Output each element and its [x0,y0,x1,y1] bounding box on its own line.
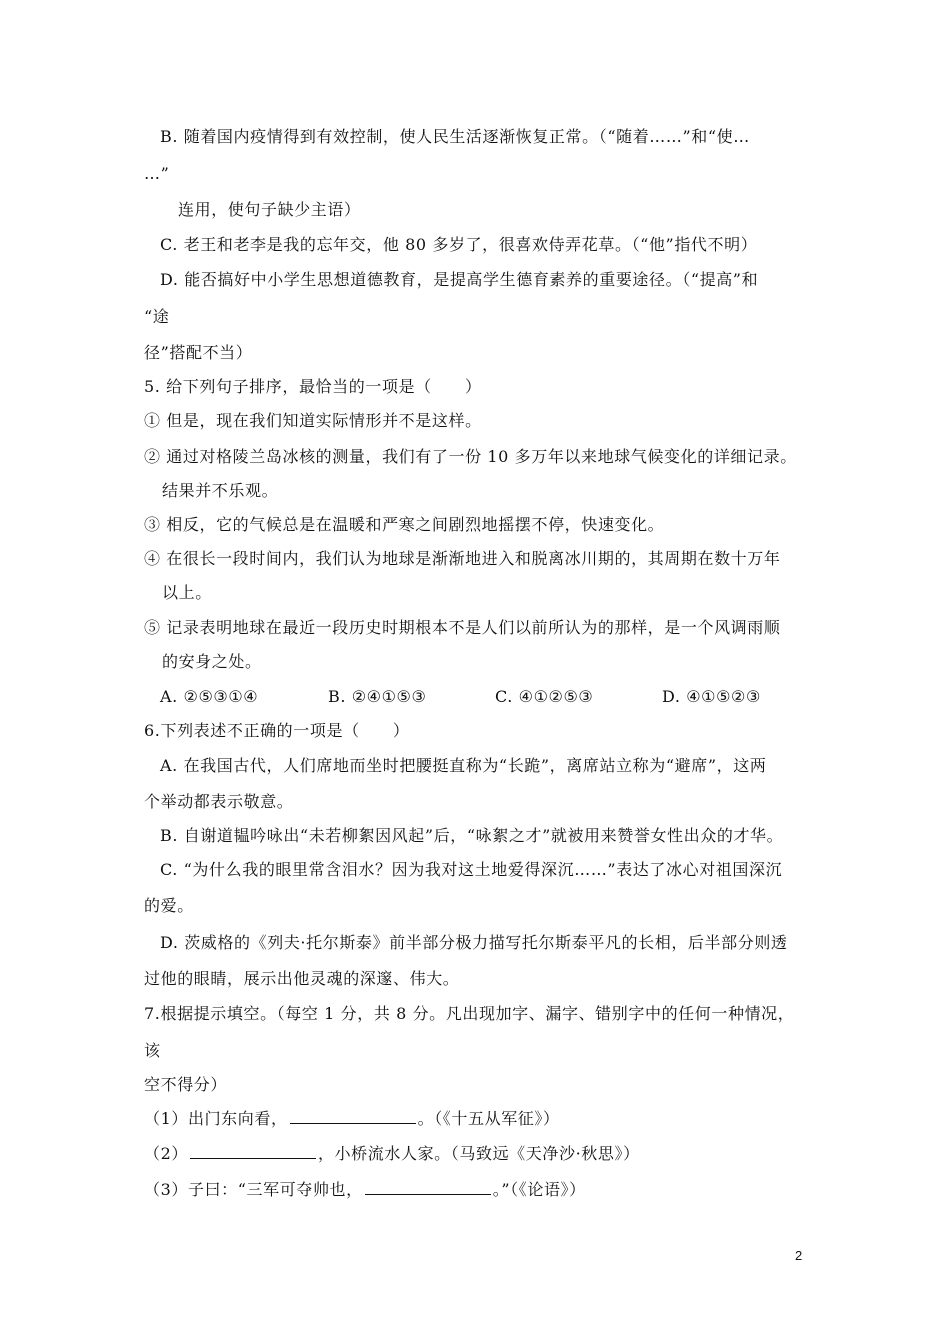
q5-stem: 5. 给下列句子排序，最恰当的一项是（ ） [144,377,482,396]
q7-item-3-blank[interactable] [365,1178,491,1195]
q7-item-3 [144,1178,586,1201]
q6-option-b: B. 自谢道韫吟咏出“未若柳絮因风起”后，“咏絮之才”就被用来赞誉女性出众的才华。 [160,826,784,845]
q5-option-c: C. ④①②⑤③ [495,687,594,706]
q5-option-a: A. ②⑤③①④ [160,687,259,706]
q7-stem-line2: 该 [144,1041,161,1060]
q7-item-1 [144,1107,560,1130]
q7-item-1-blank[interactable] [290,1107,416,1124]
q7-item-1-prefix: （1）出门东向看， [144,1109,288,1128]
page-number: 2 [795,1248,803,1263]
q7-item-2-suffix: ，小桥流水人家。（马致远《天净沙·秋思》） [317,1144,640,1163]
q7-item-3-suffix: 。”（《论语》） [492,1180,586,1199]
q6-option-a-line1: A. 在我国古代，人们席地而坐时把腰挺直称为“长跪”，离席站立称为“避席”，这两 [160,756,767,775]
q7-stem-line1: 7.根据提示填空。（每空 1 分，共 8 分。凡出现加字、漏字、错别字中的任何一种情况， [144,1004,795,1023]
q4-option-b-line3: 连用，使句子缺少主语） [178,200,361,219]
q5-sentence-5-line2: 的安身之处。 [162,652,262,671]
q7-item-2 [144,1142,640,1165]
q7-item-1-suffix: 。（《十五从军征》） [417,1109,560,1128]
q7-item-2-prefix: （2） [144,1144,188,1163]
q4-option-d-line2: “途 [144,307,170,326]
q6-stem: 6.下列表述不正确的一项是（ ） [144,721,410,740]
q7-stem-line3: 空不得分） [144,1075,228,1094]
q6-option-a-line2: 个举动都表示敬意。 [144,792,294,811]
q5-sentence-1: ① 但是，现在我们知道实际情形并不是这样。 [144,411,482,430]
q7-item-2-blank[interactable] [190,1142,316,1159]
q7-item-3-prefix: （3）子曰：“三军可夺帅也， [144,1180,363,1199]
q5-sentence-4-line1: ④ 在很长一段时间内，我们认为地球是渐渐地进入和脱离冰川期的，其周期在数十万年 [144,549,781,568]
q4-option-d-line1: D. 能否搞好中小学生思想道德教育，是提高学生德育素养的重要途径。（“提高”和 [160,270,759,289]
q4-option-b-line1: B. 随着国内疫情得到有效控制，使人民生活逐渐恢复正常。（“随着……”和“使… [160,127,750,146]
q6-option-d-line2: 过他的眼睛，展示出他灵魂的深邃、伟大。 [144,969,460,988]
q6-option-c-line1: C. “为什么我的眼里常含泪水？因为我对这土地爱得深沉……”表达了冰心对祖国深沉 [160,860,783,879]
q5-sentence-3: ③ 相反，它的气候总是在温暖和严寒之间剧烈地摇摆不停，快速变化。 [144,515,665,534]
q4-option-d-line3: 径”搭配不当） [144,343,253,362]
q5-sentence-2-line2: 结果并不乐观。 [162,481,279,500]
q6-option-c-line2: 的爱。 [144,896,194,915]
q4-option-c: C. 老王和老李是我的忘年交，他 80 多岁了，很喜欢侍弄花草。（“他”指代不明） [160,235,758,254]
q6-option-d-line1: D. 茨威格的《列夫·托尔斯泰》前半部分极力描写托尔斯泰平凡的长相，后半部分则透 [160,933,788,952]
q4-option-b-line2: …” [144,164,170,183]
q5-option-d: D. ④①⑤②③ [662,687,761,706]
q5-option-b: B. ②④①⑤③ [328,687,427,706]
q5-sentence-2-line1: ② 通过对格陵兰岛冰核的测量，我们有了一份 10 多万年以来地球气候变化的详细记录。 [144,447,797,466]
q5-sentence-4-line2: 以上。 [162,583,212,602]
q5-sentence-5-line1: ⑤ 记录表明地球在最近一段历史时期根本不是人们以前所认为的那样，是一个风调雨顺 [144,618,781,637]
